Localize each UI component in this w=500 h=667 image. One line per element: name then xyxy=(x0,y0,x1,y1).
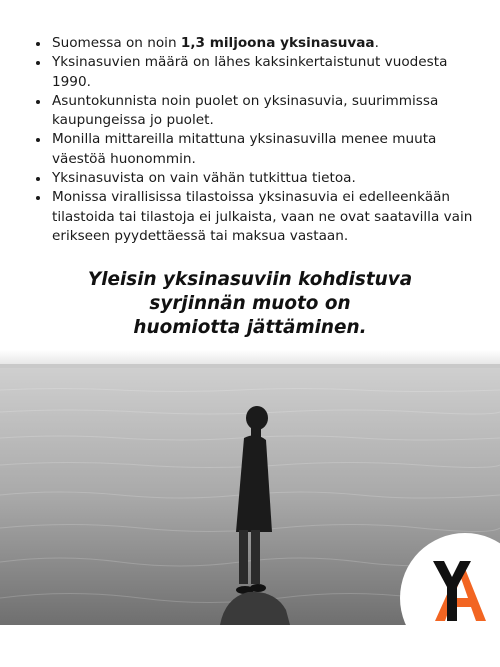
fact-list xyxy=(28,34,490,246)
quote-line: huomiotta jättäminen. xyxy=(133,317,367,338)
fact-item: • Yksinasuvista on vain vähän tutkittua tietoa. xyxy=(50,169,490,188)
highlight-quote xyxy=(0,268,500,340)
fact-item: • Monissa virallisissa tilastoissa yksinasuvia ei edelleenkään tilastoida tai tilastoja ei julkaista, vaan ne ovat saatavilla vain erikseen pyydettäessä tai maksua vastaan. xyxy=(50,188,490,246)
quote-line: syrjinnän muoto on xyxy=(149,293,351,314)
fact-item: • Asuntokunnista noin puolet on yksinasuvia, suurimmissa kaupungeissa jo puolet. xyxy=(50,92,490,131)
fact-item: • Monilla mittareilla mitattuna yksinasuvilla menee muuta väestöä huonommin. xyxy=(50,130,490,169)
logo-letter-y xyxy=(433,561,471,621)
fact-item: • Yksinasuvien määrä on lähes kaksinkertaistunut vuodesta 1990. xyxy=(50,53,490,92)
quote-line: Yleisin yksinasuviin kohdistuva xyxy=(87,269,413,290)
fact-item: • Suomessa on noin 1,3 miljoona yksinasuvaa. xyxy=(50,34,490,53)
brand-logo xyxy=(400,533,500,663)
ya-logo-icon xyxy=(400,533,500,663)
